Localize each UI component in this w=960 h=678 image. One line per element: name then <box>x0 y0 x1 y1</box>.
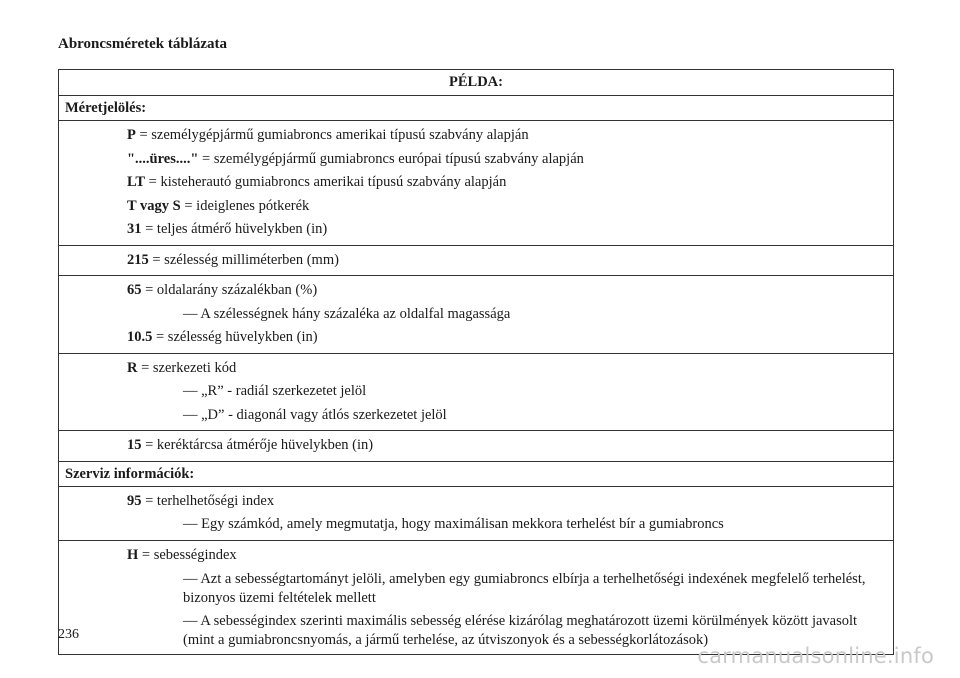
code-key: R <box>127 359 138 376</box>
list-item <box>127 357 893 381</box>
list-item <box>127 326 893 350</box>
list-item <box>127 490 893 514</box>
code-key: 10.5 <box>127 329 153 345</box>
code-text: = szerkezeti kód <box>137 359 237 376</box>
code-text: = kisteherautó gumiabroncs amerikai típusú szabvány alapján <box>145 174 507 190</box>
group-aspect-ratio <box>59 275 893 353</box>
code-key: 31 <box>127 221 142 237</box>
list-item <box>127 124 893 148</box>
code-text: = keréktárcsa átmérője hüvelykben (in) <box>141 437 374 453</box>
code-text: = oldalarány százalékban (%) <box>141 282 318 298</box>
list-item <box>127 218 893 242</box>
list-item <box>127 171 893 195</box>
list-item <box>127 544 893 568</box>
code-text: = terhelhetőségi index <box>141 492 275 509</box>
code-key: "....üres...." <box>127 150 199 167</box>
sub-item: — A sebességindex szerinti maximális sebesség elérése kizárólag meghatározott üzemi körülmények között javasolt (mint a gumiabroncsnyomás, a jármű terhelése, az útviszonyok és a sebességkorlátozások) <box>183 613 858 648</box>
list-item <box>127 148 893 172</box>
group-speed-index <box>59 540 893 655</box>
code-text: = ideiglenes pótkerék <box>180 197 310 214</box>
code-text: = szélesség milliméterben (mm) <box>148 251 339 268</box>
list-item <box>127 434 893 458</box>
sub-item: — Azt a sebességtartományt jelöli, amelyben egy gumiabroncs elbírja a terhelhetőségi indexének megfelelő terhelést, bizonyos üzemi feltételek mellett <box>183 571 866 606</box>
code-key: P <box>127 127 136 143</box>
sub-item: — „R” - radiál szerkezetet jelöl <box>183 383 367 399</box>
code-text: = szélesség hüvelykben (in) <box>152 329 318 345</box>
table-header: PÉLDA: <box>449 74 503 90</box>
section-service-heading: Szerviz információk: <box>59 461 893 486</box>
code-text: = teljes átmérő hüvelykben (in) <box>141 221 328 237</box>
code-text: = személygépjármű gumiabroncs amerikai típusú szabvány alapján <box>135 127 529 143</box>
sub-item: — „D” - diagonál vagy átlós szerkezetet jelöl <box>183 406 447 423</box>
code-key: 215 <box>127 251 149 268</box>
page-title: Abroncsméretek táblázata <box>58 36 227 52</box>
group-tire-type <box>59 120 893 245</box>
code-key: 95 <box>127 492 142 509</box>
group-rim-diameter <box>59 430 893 461</box>
code-key: H <box>127 546 139 563</box>
list-item <box>127 195 893 219</box>
list-item <box>127 279 893 303</box>
group-width <box>59 245 893 276</box>
section-size-heading: Méretjelölés: <box>59 95 893 120</box>
code-text: = sebességindex <box>138 546 237 563</box>
code-key: 15 <box>127 437 142 453</box>
code-text: = személygépjármű gumiabroncs európai típusú szabvány alapján <box>198 150 584 167</box>
page-number: 236 <box>58 627 79 642</box>
group-construction <box>59 353 893 431</box>
code-key: LT <box>127 174 146 190</box>
code-key: T vagy S <box>127 197 181 214</box>
group-load-index <box>59 486 893 540</box>
watermark: carmanualsonline.info <box>697 644 934 668</box>
sub-item: — A szélességnek hány százaléka az oldalfal magassága <box>183 305 511 322</box>
sub-item: — Egy számkód, amely megmutatja, hogy maximálisan mekkora terhelést bír a gumiabroncs <box>183 516 724 532</box>
list-item <box>127 249 893 273</box>
code-key: 65 <box>127 282 142 298</box>
tire-size-table <box>58 69 894 655</box>
